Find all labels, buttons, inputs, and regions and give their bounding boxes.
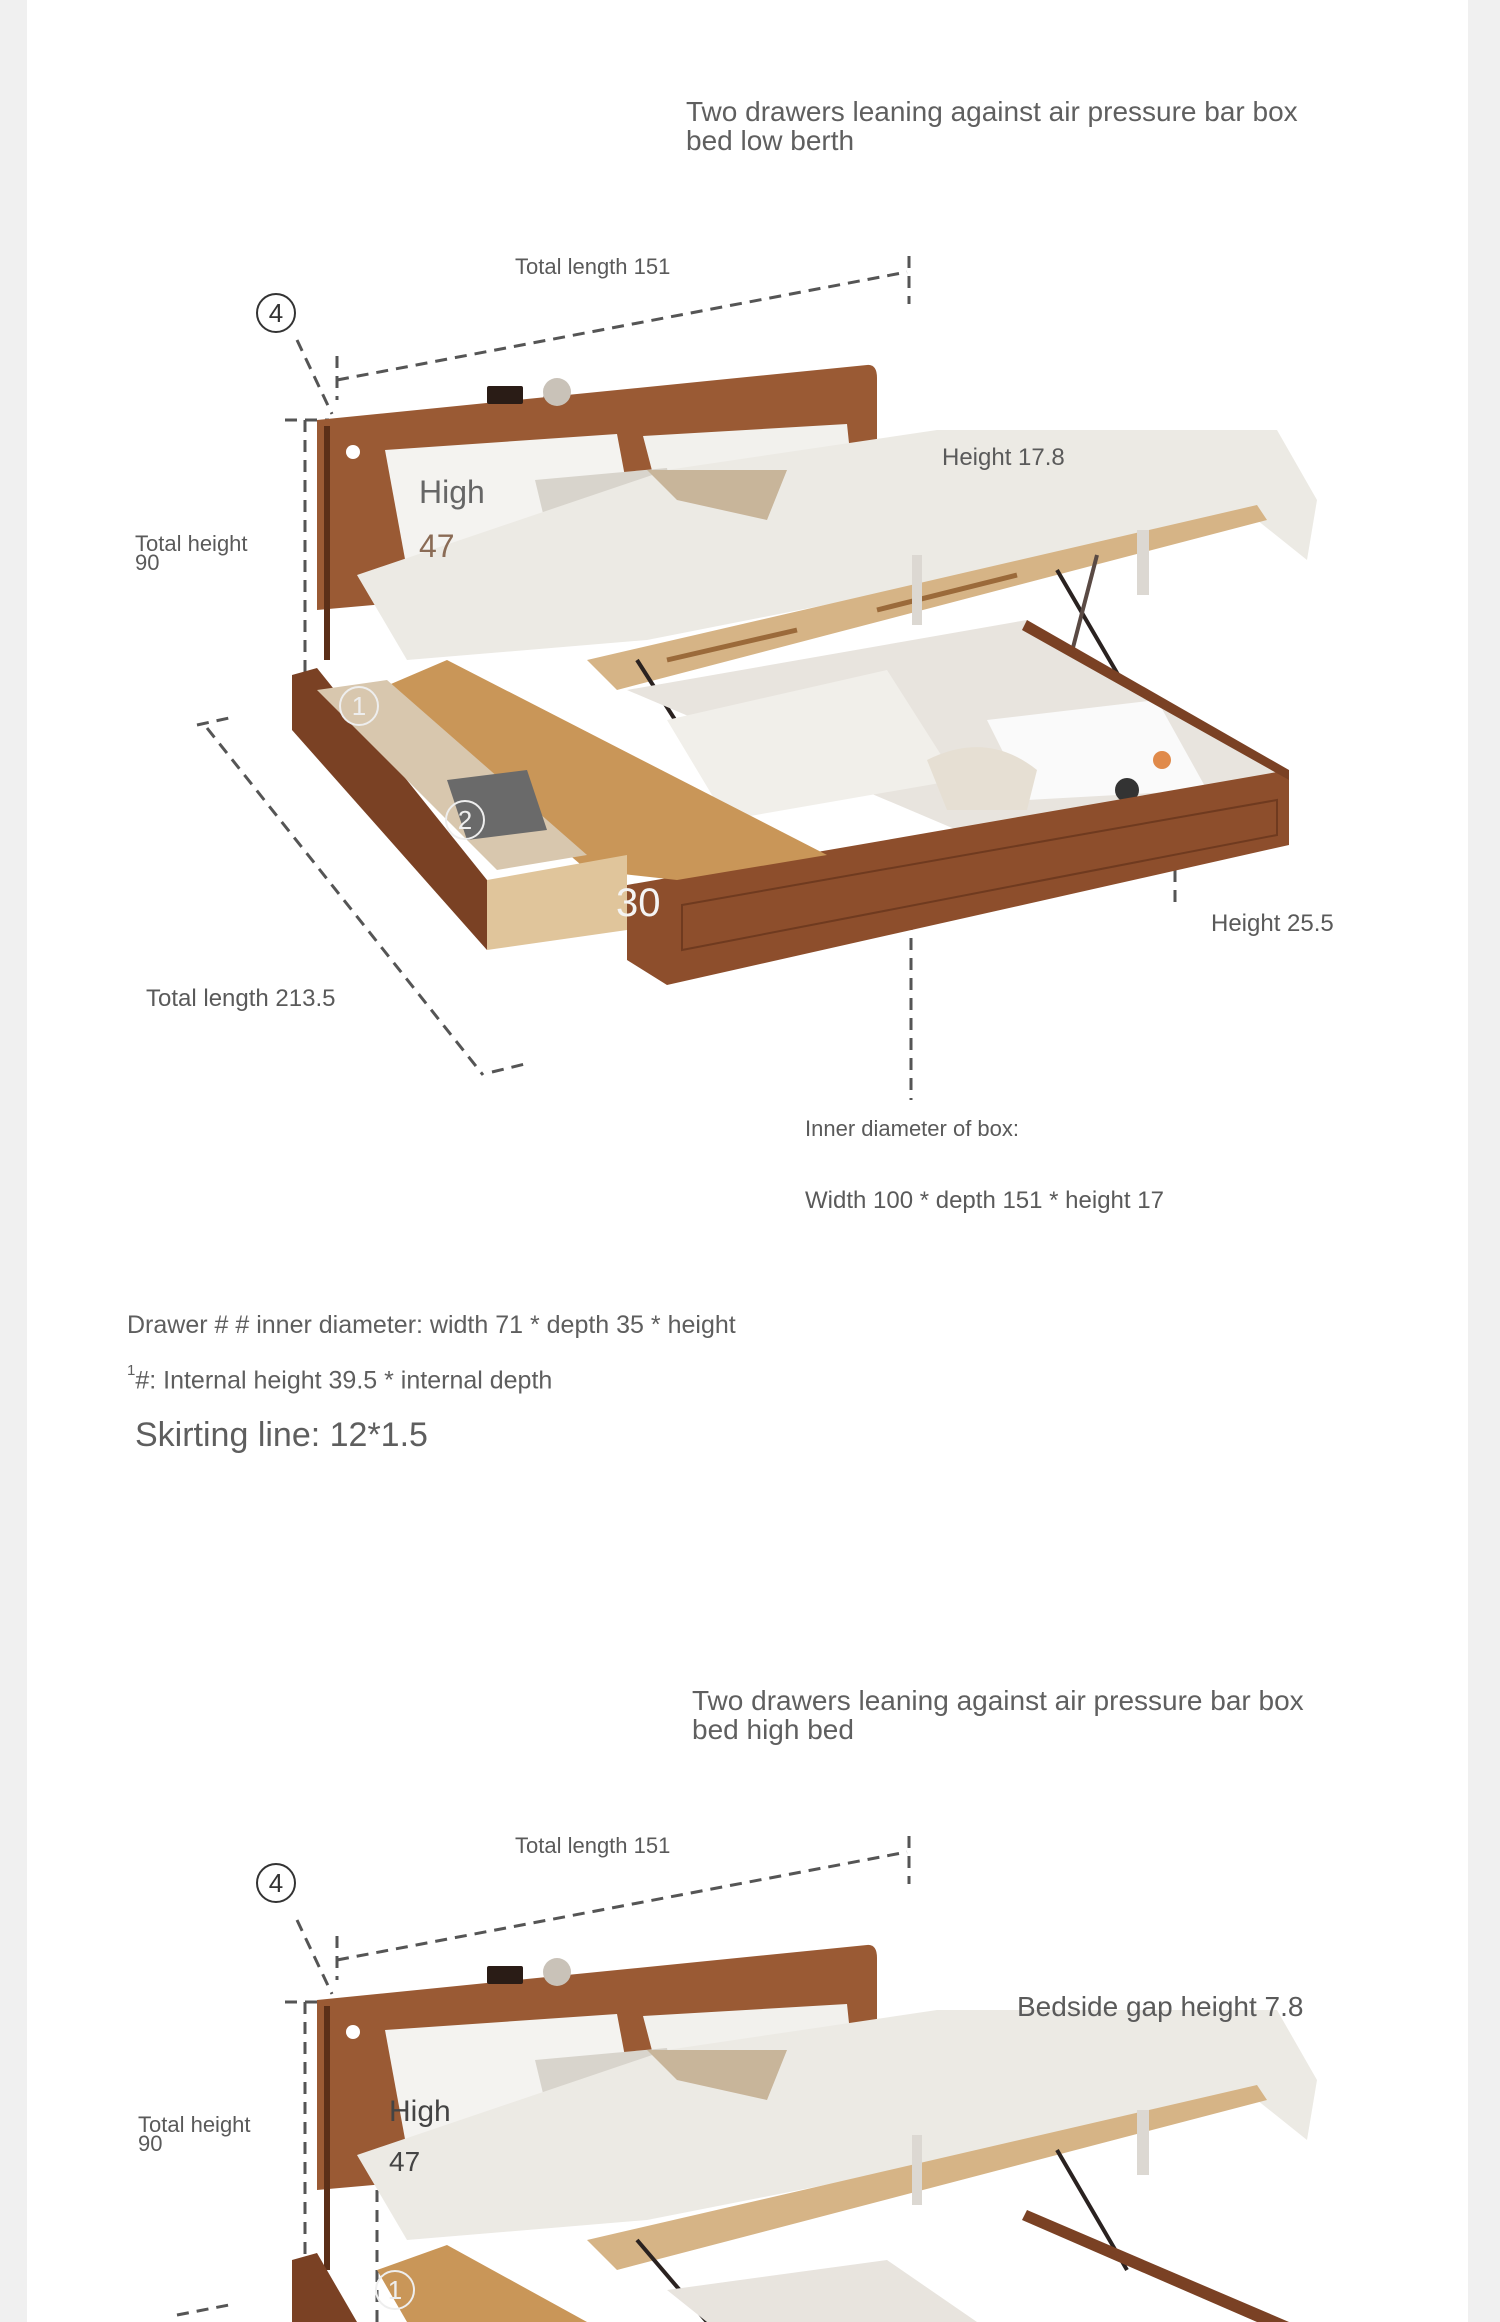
headboard-high-label: High xyxy=(419,474,485,510)
callout-4-icon: 4 xyxy=(256,293,296,333)
headboard-high-value: 47 xyxy=(419,528,455,564)
total-height-label: Total height 90 xyxy=(138,2112,251,2156)
frame-height-label: Height 25.5 xyxy=(1211,910,1334,937)
headboard-high-value: 47 xyxy=(389,2146,421,2177)
box-inner-label: Inner diameter of box: xyxy=(805,1116,1020,1141)
total-length-top-label: Total length 151 xyxy=(515,254,671,279)
total-length-top-label: Total length 151 xyxy=(515,1833,671,1858)
callout-1-icon: 1 xyxy=(339,686,379,726)
drawer-internal-sup: 1 xyxy=(127,1362,136,1379)
callout-2-icon: 2 xyxy=(445,800,485,840)
section-title: Two drawers leaning against air pressure bar box bed high bed xyxy=(692,1685,1304,1745)
section-title: Two drawers leaning against air pressure bar box bed low berth xyxy=(686,96,1298,156)
skirting-note: Skirting line: 12*1.5 xyxy=(135,1416,428,1454)
drawer-side-value: 30 xyxy=(616,881,661,925)
callout-1-icon: 1 xyxy=(375,2270,415,2310)
headboard-high-label: High xyxy=(389,2095,451,2128)
total-length-side-label: Total length 213.5 xyxy=(146,985,336,1012)
box-inner-dims: Width 100 * depth 151 * height 17 xyxy=(805,1187,1164,1214)
callout-4-icon: 4 xyxy=(256,1863,296,1903)
drawer-internal-text: #: Internal height 39.5 * internal depth xyxy=(135,1366,553,1395)
product-dimension-page xyxy=(27,0,1468,2322)
drawer-internal-note xyxy=(127,1362,553,1395)
bed-illustration-high-bed xyxy=(27,1570,1468,2322)
total-height-label: Total height 90 xyxy=(135,531,248,575)
mattress-height-label: Height 17.8 xyxy=(942,444,1065,471)
drawer-inner-note: Drawer # # inner diameter: width 71 * depth 35 * height xyxy=(127,1311,736,1339)
bedside-gap-label: Bedside gap height 7.8 xyxy=(1017,1991,1304,2022)
